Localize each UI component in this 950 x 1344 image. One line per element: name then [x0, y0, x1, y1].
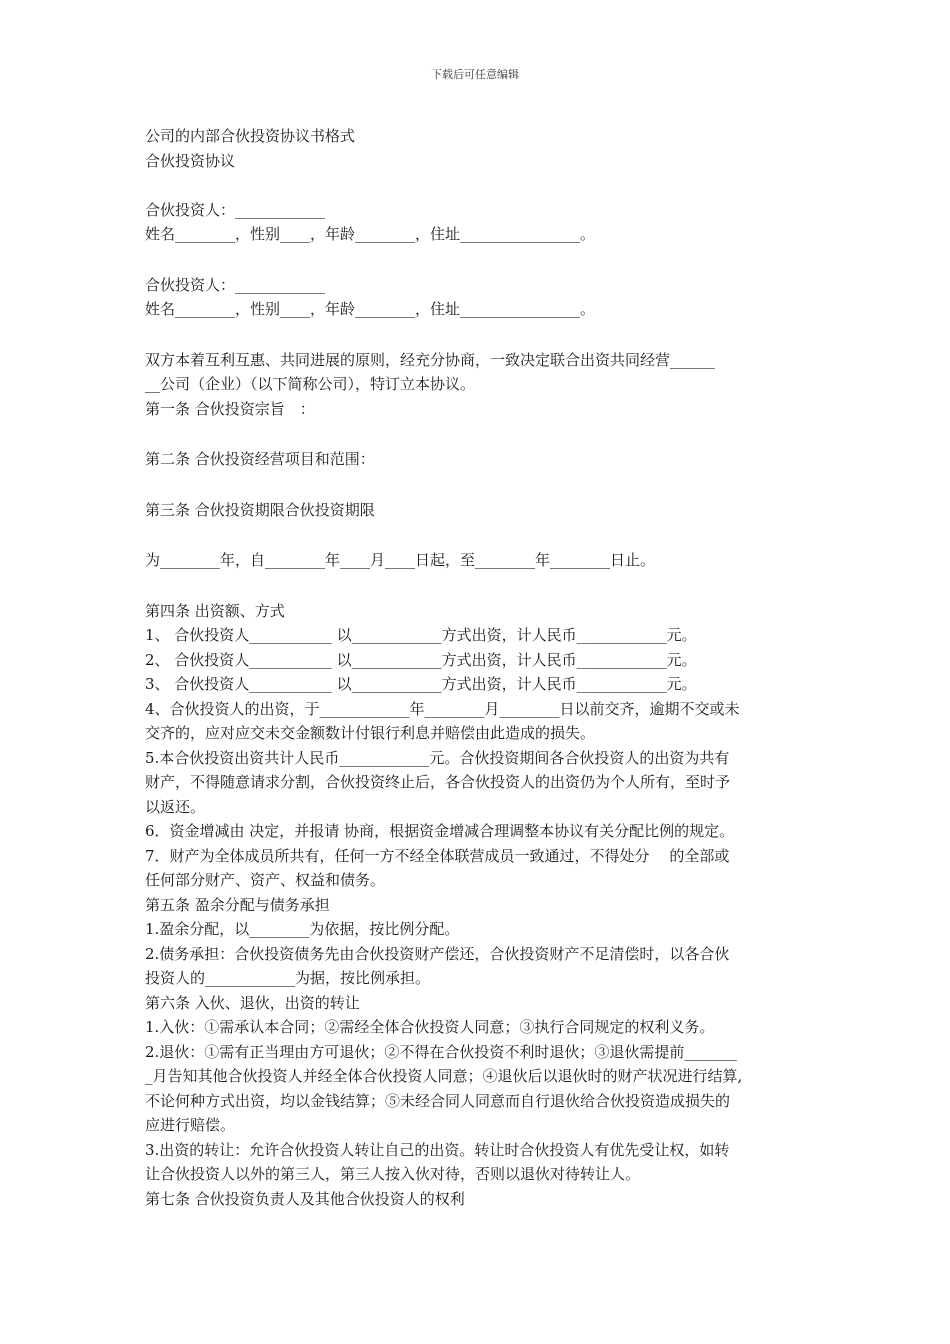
document-body	[145, 124, 815, 1211]
article4-line: 3、 合伙投资人___________ 以____________方式出资，计人民币____________元。	[145, 675, 697, 693]
document-title: 公司的内部合伙投资协议书格式	[145, 127, 356, 145]
page-header: 下载后可任意编辑	[431, 68, 519, 81]
article6-line: 不论何种方式出资，均以金钱结算；⑤未经合同人同意而自行退伙给合伙投资造成损失的	[145, 1091, 731, 1110]
article7-heading: 第七条 合伙投资负责人及其他合伙投资人的权利	[145, 1189, 465, 1208]
article2-heading: 第二条 合伙投资经营项目和范围：	[145, 450, 375, 468]
article5-line: 2.债务承担：合伙投资债务先由合伙投资财产偿还，合伙投资财产不足清偿时，以各合伙	[145, 944, 730, 963]
article3-term: 为________年，自________年____月____日起，至________年________日止。	[145, 551, 656, 569]
article5-heading: 第五条 盈余分配与债务承担	[145, 895, 330, 914]
article6-line: 2.退伙：①需有正当理由方可退伙；②不得在合伙投资不利时退伙；③退伙需提前_______	[145, 1042, 737, 1061]
partner1-label: 合伙投资人：____________	[145, 200, 326, 219]
article5-line: 投资人的____________为据，按比例承担。	[145, 969, 431, 987]
article4-line: 4、合伙投资人的出资，于____________年________月________日以前交齐，逾期不交或未	[145, 699, 740, 718]
article4-line: 7．财产为全体成员所共有，任何一方不经全体联营成员一致通过，不得处分 的全部或	[145, 846, 730, 865]
partner1-info: 姓名________，性别____，年龄________，住址________________。	[145, 225, 596, 243]
intro-line: 双方本着互利互惠、共同进展的原则，经充分协商，一致决定联合出资共同经营______	[145, 350, 716, 369]
article6-line: _月告知其他合伙投资人并经全体合伙投资人同意；④退伙后以退伙时的财产状况进行结算,	[145, 1067, 743, 1085]
partner2-label: 合伙投资人：____________	[145, 275, 326, 294]
article6-heading: 第六条 入伙、退伙，出资的转让	[145, 993, 360, 1012]
article4-heading: 第四条 出资额、方式	[145, 601, 285, 620]
intro-line: __公司（企业）（以下简称公司），特订立本协议。	[145, 375, 476, 393]
article4-line: 财产，不得随意请求分割，合伙投资终止后，各合伙投资人的出资仍为个人所有，至时予	[145, 773, 731, 791]
article6-line: 3.出资的转让：允许合伙投资人转让自己的出资。转让时合伙投资人有优先受让权，如转	[145, 1140, 730, 1159]
article3-heading: 第三条 合伙投资期限合伙投资期限	[145, 500, 375, 519]
article4-line: 交齐的，应对应交未交金额数计付银行利息并赔偿由此造成的损失。	[145, 724, 596, 742]
partner2-info: 姓名________，性别____，年龄________，住址________________。	[145, 300, 596, 318]
article4-line: 5.本合伙投资出资共计人民币____________元。合伙投资期间各合伙投资人的出资为共有	[145, 748, 730, 767]
article4-line: 任何部分财产、资产、权益和债务。	[145, 871, 386, 889]
article1-heading: 第一条 合伙投资宗旨 ：	[145, 399, 315, 418]
article4-line: 2、 合伙投资人___________ 以____________方式出资，计人民币____________元。	[145, 650, 697, 669]
article4-line: 1、 合伙投资人___________ 以____________方式出资，计人民币____________元。	[145, 626, 697, 644]
article5-line: 1.盈余分配，以________为依据，按比例分配。	[145, 920, 460, 938]
article6-line: 1.入伙：①需承认本合同；②需经全体合伙投资人同意；③执行合同规定的权利义务。	[145, 1018, 715, 1036]
article6-line: 让合伙投资人以外的第三人，第三人按入伙对待，否则以退伙对待转让人。	[145, 1165, 641, 1183]
article4-line: 以返还。	[145, 797, 206, 816]
document-subtitle: 合伙投资协议	[145, 151, 236, 170]
article6-line: 应进行赔偿。	[145, 1116, 236, 1134]
article4-line: 6．资金增减由 决定，并报请 协商，根据资金增减合理调整本协议有关分配比例的规定。	[145, 822, 735, 840]
